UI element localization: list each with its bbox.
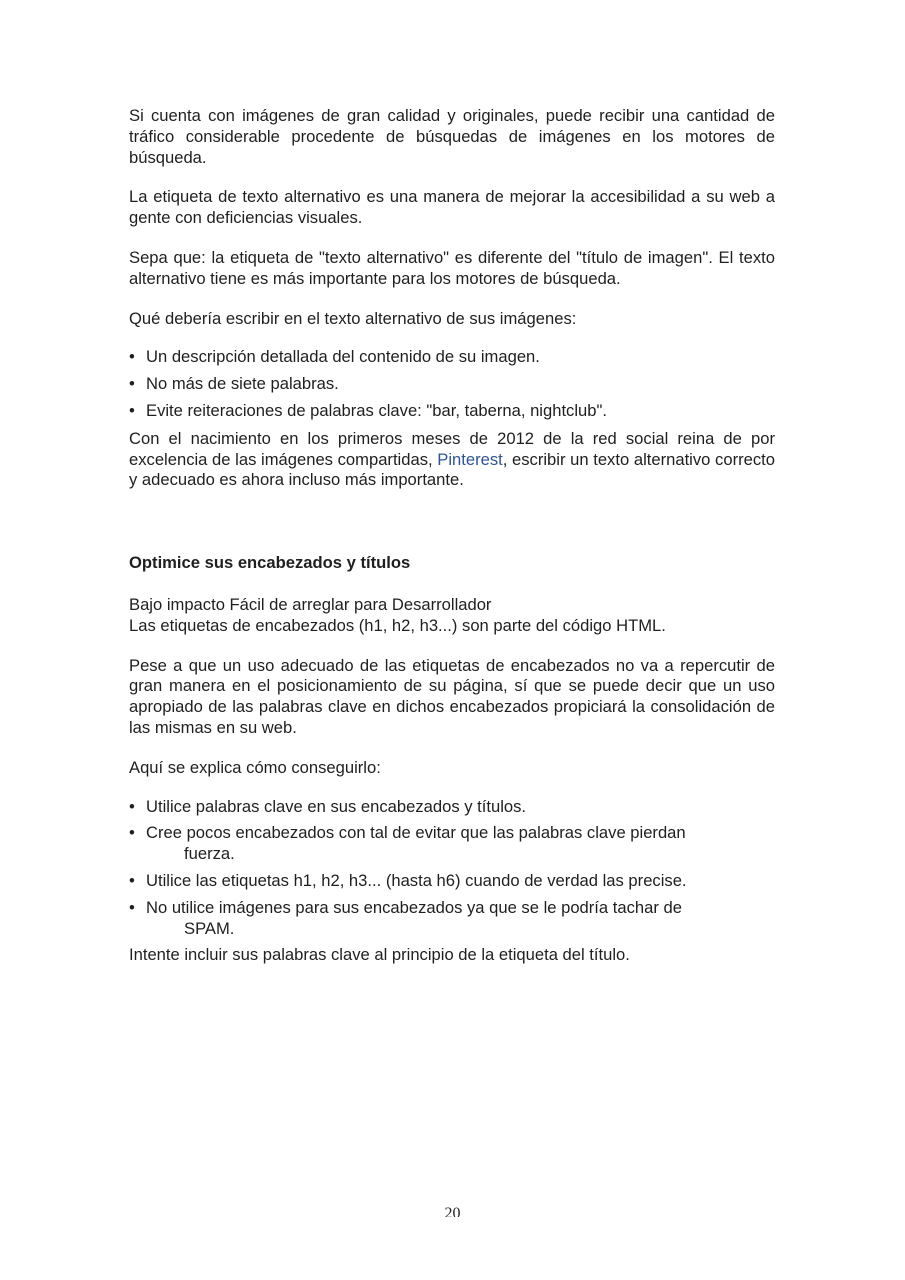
section-heading: Optimice sus encabezados y títulos xyxy=(129,553,411,573)
list-item-continuation: SPAM. xyxy=(184,918,235,938)
paragraph-alt-text-question: Qué debería escribir en el texto alternativo de sus imágenes: xyxy=(129,308,577,328)
list-item-continuation: fuerza. xyxy=(184,844,235,864)
list-item xyxy=(129,401,775,422)
list-item xyxy=(129,797,775,818)
bullet-glyph: • xyxy=(129,374,135,394)
pinterest-text-before: Con el nacimiento en los primeros meses de 2012 de la red social reina de por excelencia de las imágenes compartidas, xyxy=(129,428,775,469)
list-item xyxy=(129,898,775,940)
pinterest-text-after: , escribir un texto alternativo correcto y adecuado es ahora incluso más importante. xyxy=(129,449,775,490)
document-page xyxy=(129,106,775,966)
paragraph-how-to: Aquí se explica cómo conseguirlo: xyxy=(129,757,381,777)
list-item-text: No utilice imágenes para sus encabezados ya que se le podría tachar de xyxy=(146,897,682,917)
pinterest-link[interactable]: Pinterest xyxy=(437,449,503,469)
bullet-glyph: • xyxy=(129,870,135,890)
list-item-text: Utilice las etiquetas h1, h2, h3... (hasta h6) cuando de verdad las precise. xyxy=(146,870,687,890)
bullet-glyph: • xyxy=(129,400,135,420)
paragraph-alt-text-accessibility: La etiqueta de texto alternativo es una manera de mejorar la accesibilidad a su web a gente con deficiencias visuales. xyxy=(129,187,775,228)
impact-line: Bajo impacto Fácil de arreglar para Desarrollador xyxy=(129,594,492,614)
alt-text-tips-list xyxy=(129,347,775,421)
paragraph-headings-usage: Pese a que un uso adecuado de las etiquetas de encabezados no va a repercutir de gran manera en el posicionamiento de su página, sí que se puede decir que un uso apropiado de las palabras clave en dichos encabezados propiciará la consolidación de las mismas en su web. xyxy=(129,655,775,737)
list-item-text: Utilice palabras clave en sus encabezados y títulos. xyxy=(146,796,527,816)
bullet-glyph: • xyxy=(129,796,135,816)
bullet-glyph: • xyxy=(129,347,135,367)
list-item xyxy=(129,823,775,865)
page-number: 20 xyxy=(444,1205,461,1217)
paragraph-alt-vs-title: Sepa que: la etiqueta de "texto alternativo" es diferente del "título de imagen". El texto alternativo tiene es más importante para los motores de búsqueda. xyxy=(129,247,775,288)
list-item xyxy=(129,374,775,395)
list-item-text: No más de siete palabras. xyxy=(146,374,339,394)
bullet-glyph: • xyxy=(129,897,135,917)
headings-tips-list xyxy=(129,797,775,940)
paragraph-image-quality: Si cuenta con imágenes de gran calidad y originales, puede recibir una cantidad de tráfico considerable procedente de búsquedas de imágenes en los motores de búsqueda. xyxy=(129,106,775,167)
list-item-text: Un descripción detallada del contenido de su imagen. xyxy=(146,347,540,367)
paragraph-pinterest xyxy=(129,429,775,491)
paragraph-closing: Intente incluir sus palabras clave al principio de la etiqueta del título. xyxy=(129,945,630,965)
bullet-glyph: • xyxy=(129,823,135,843)
headings-intro-line: Las etiquetas de encabezados (h1, h2, h3...) son parte del código HTML. xyxy=(129,615,666,635)
list-item-text: Evite reiteraciones de palabras clave: "bar, taberna, nightclub". xyxy=(146,400,608,420)
list-item xyxy=(129,347,775,368)
list-item xyxy=(129,871,775,892)
list-item-text: Cree pocos encabezados con tal de evitar que las palabras clave pierdan xyxy=(146,823,686,843)
